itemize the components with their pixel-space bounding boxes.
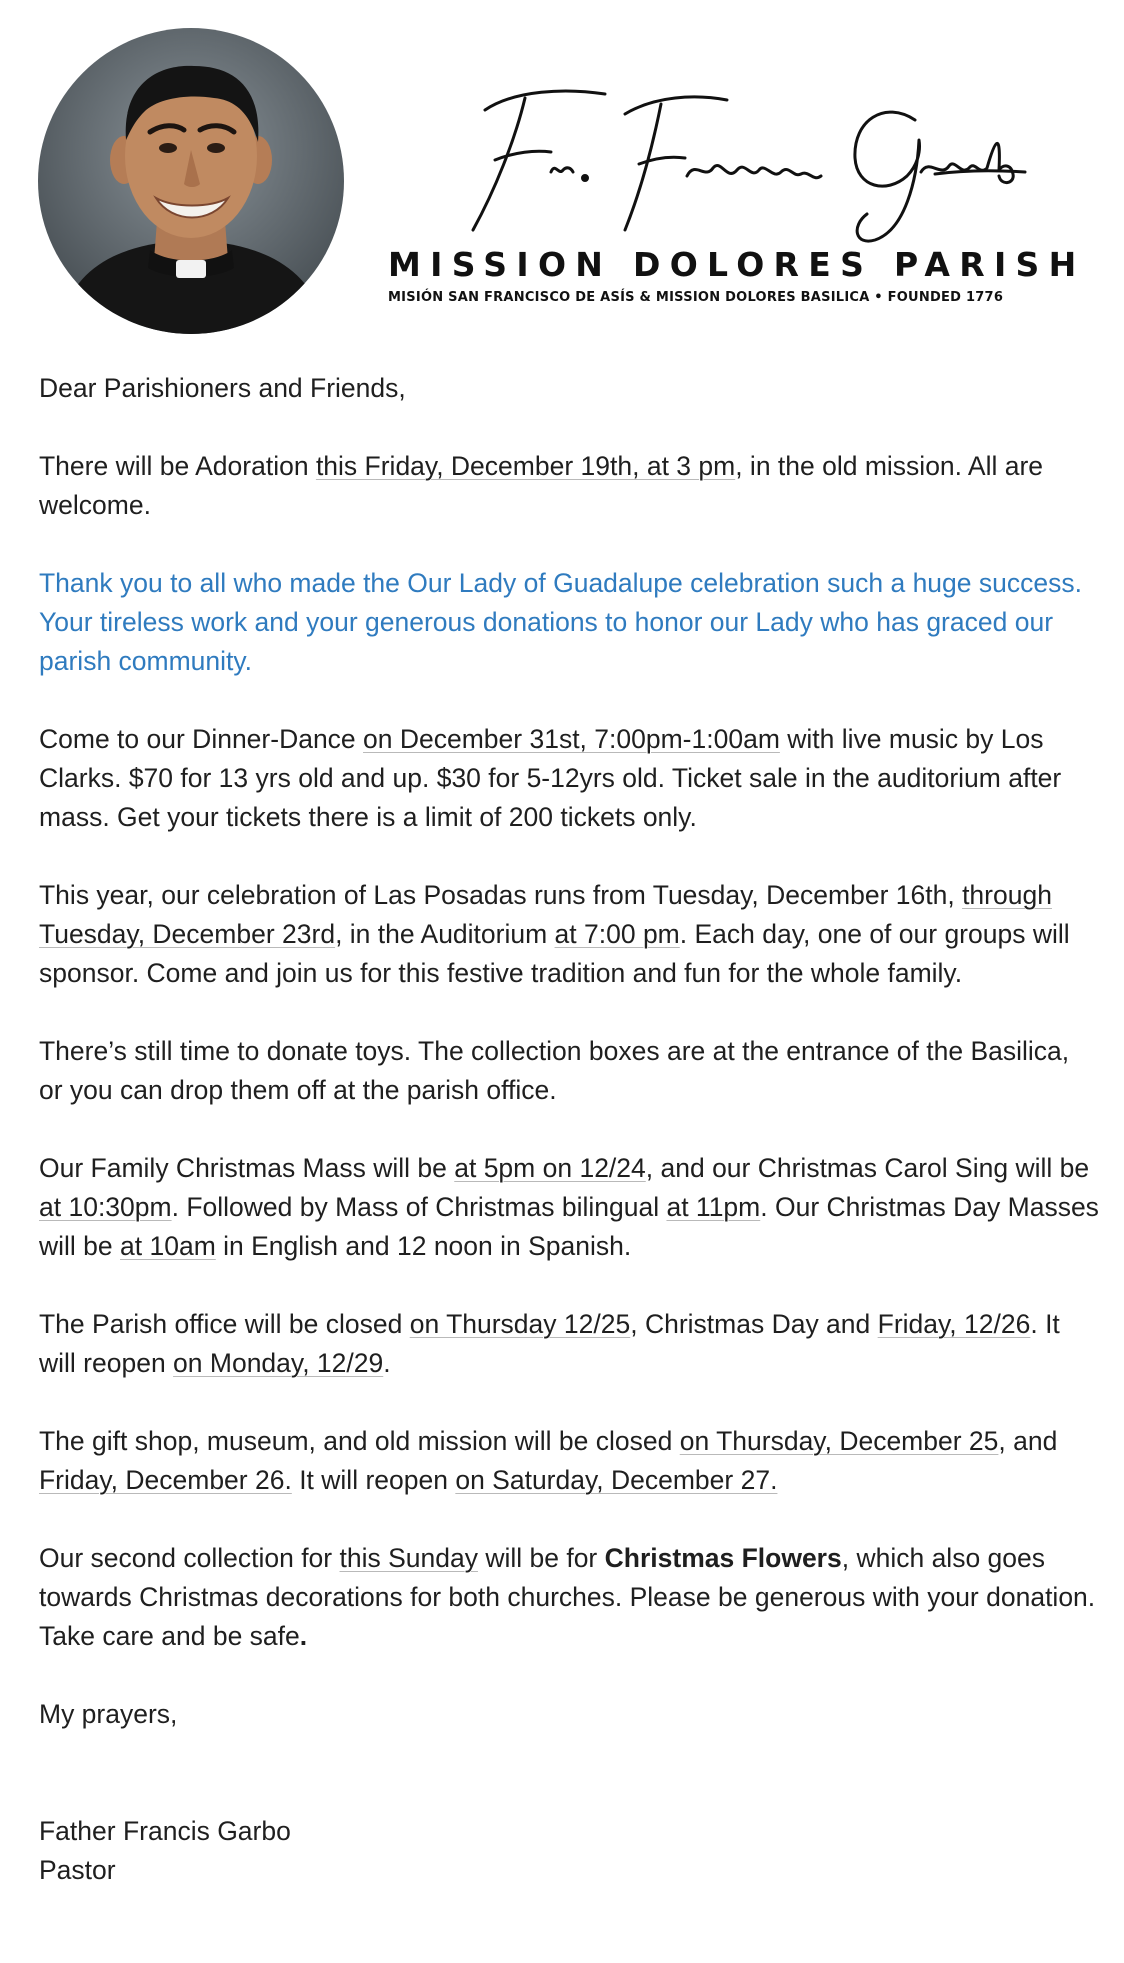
- guadalupe-thanks-paragraph: Thank you to all who made the Our Lady of Guadalupe celebration such a huge success. Your tireless work and your generous donations to honor our Lady who has graced our parish community.: [39, 568, 1082, 676]
- signature-image: [455, 80, 1035, 250]
- posadas-end-date-link[interactable]: through Tuesday, December 23rd: [39, 880, 1052, 949]
- bilingual-mass-time-link[interactable]: at 11pm: [666, 1192, 761, 1222]
- toys-paragraph: There’s still time to donate toys. The collection boxes are at the entrance of the Basilica, or you can drop them off at the parish office.: [39, 1036, 1070, 1105]
- office-closed-date-link[interactable]: on Thursday 12/25: [409, 1309, 631, 1339]
- christmas-flowers-emphasis: Christmas Flowers: [604, 1543, 842, 1573]
- posadas-time-link[interactable]: at 7:00 pm: [554, 919, 680, 949]
- carol-sing-time-link[interactable]: at 10:30pm: [39, 1192, 172, 1222]
- dinner-dance-date-link[interactable]: on December 31st, 7:00pm-1:00am: [363, 724, 780, 754]
- posadas-paragraph: This year, our celebration of Las Posadas runs from Tuesday, December 16th, through Tuesday, December 23rd, in the Auditorium at 7:00 pm. Each day, one of our groups will sponsor. Come and join us for this festive tradition and fun for the whole family.: [39, 880, 1070, 988]
- gift-shop-reopen-date-link[interactable]: on Saturday, December 27.: [455, 1465, 778, 1495]
- gift-shop-closed-friday-link[interactable]: Friday, December 26.: [39, 1465, 292, 1495]
- letter-body: [39, 369, 1099, 1890]
- gift-shop-closure-paragraph: The gift shop, museum, and old mission will be closed on Thursday, December 25, and Friday, December 26. It will reopen on Saturday, December 27.: [39, 1426, 1058, 1495]
- greeting: Dear Parishioners and Friends,: [39, 373, 406, 403]
- adoration-paragraph: There will be Adoration this Friday, December 19th, at 3 pm, in the old mission. All are welcome.: [39, 451, 1044, 520]
- parish-name: MISSION DOLORES PARISH: [388, 245, 1086, 284]
- dinner-dance-paragraph: Come to our Dinner-Dance on December 31st, 7:00pm-1:00am with live music by Los Clarks. $70 for 13 yrs old and up. $30 for 5-12yrs old. Ticket sale in the auditorium after mass. Get your tickets there is a limit of 200 tickets only.: [39, 724, 1062, 832]
- gift-shop-closed-thursday-link[interactable]: on Thursday, December 25: [679, 1426, 999, 1456]
- closing: My prayers,: [39, 1699, 178, 1729]
- parish-subtitle: MISIÓN SAN FRANCISCO DE ASÍS & MISSION DOLORES BASILICA • FOUNDED 1776: [388, 290, 1004, 305]
- family-mass-time-link[interactable]: at 5pm on 12/24: [454, 1153, 646, 1183]
- christmas-mass-paragraph: Our Family Christmas Mass will be at 5pm on 12/24, and our Christmas Carol Sing will be at 10:30pm. Followed by Mass of Christmas bilingual at 11pm. Our Christmas Day Masses will be at 10am in English and 12 noon in Spanish.: [39, 1153, 1099, 1261]
- second-collection-paragraph: Our second collection for this Sunday will be for Christmas Flowers, which also goes towards Christmas decorations for both churches. Please be generous with your donation. Take care and be safe.: [39, 1543, 1096, 1651]
- office-closed-friday-link[interactable]: Friday, 12/26: [877, 1309, 1031, 1339]
- adoration-date-link[interactable]: this Friday, December 19th, at 3 pm: [315, 451, 736, 481]
- pastor-portrait: [38, 28, 344, 334]
- christmas-day-mass-time-link[interactable]: at 10am: [120, 1231, 216, 1261]
- signoff-name: Father Francis Garbo: [39, 1816, 291, 1846]
- signoff-title: Pastor: [39, 1855, 116, 1885]
- letter-header: [0, 0, 1124, 340]
- pastor-signature: [455, 80, 1035, 250]
- office-closure-paragraph: The Parish office will be closed on Thursday 12/25, Christmas Day and Friday, 12/26. It will reopen on Monday, 12/29.: [39, 1309, 1060, 1378]
- pastor-portrait-image: [38, 28, 344, 334]
- office-reopen-date-link[interactable]: on Monday, 12/29: [173, 1348, 384, 1378]
- this-sunday-link[interactable]: this Sunday: [339, 1543, 478, 1573]
